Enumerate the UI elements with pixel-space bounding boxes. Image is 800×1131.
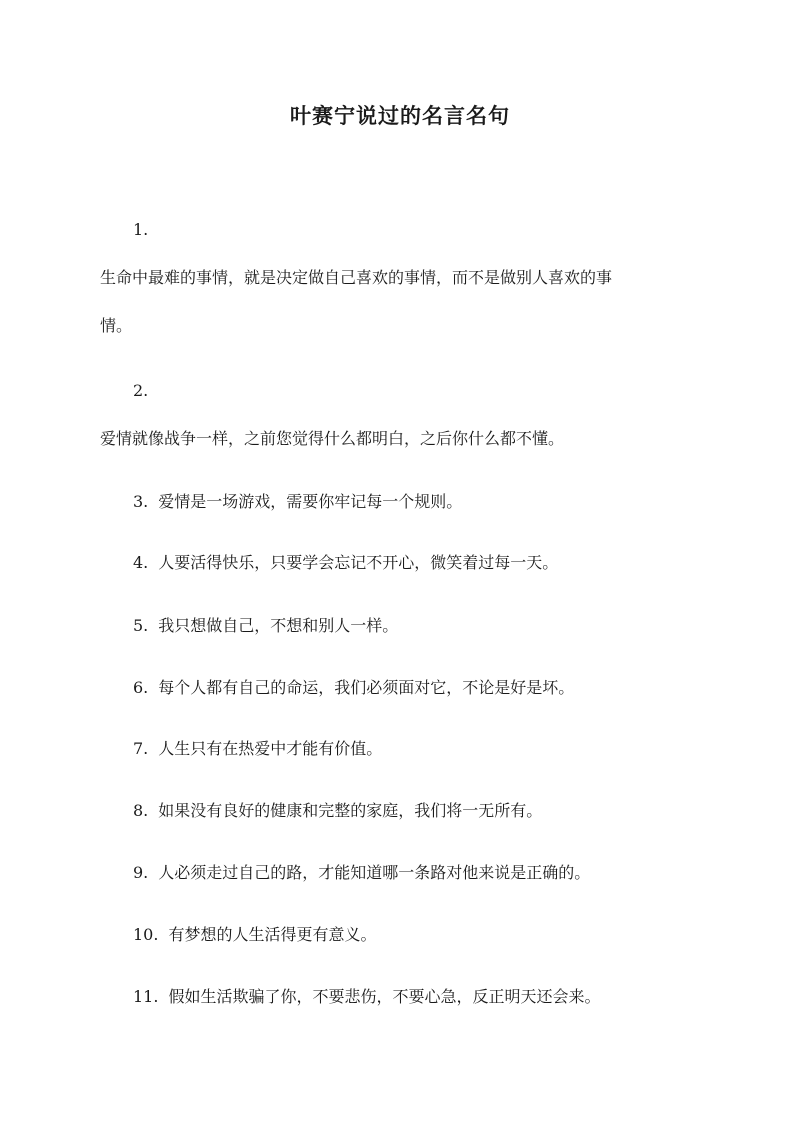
quote-number: 3.: [133, 492, 149, 511]
quote-item: [133, 738, 382, 760]
quote-item: [133, 924, 376, 946]
document-title: 叶赛宁说过的名言名句: [290, 103, 510, 128]
quote-item: [133, 615, 398, 637]
quote-text: 每个人都有自己的命运，我们必须面对它，不论是好是坏。: [158, 678, 575, 697]
quote-text: 人生只有在热爱中才能有价值。: [158, 739, 383, 758]
quote-number: 11.: [133, 987, 159, 1006]
quote-item: [133, 491, 462, 513]
quote-text: 如果没有良好的健康和完整的家庭，我们将一无所有。: [158, 801, 543, 820]
quote-text: 假如生活欺骗了你，不要悲伤，不要心急，反正明天还会来。: [168, 987, 601, 1006]
quote-item: [133, 862, 590, 884]
quote-number: 9.: [133, 863, 149, 882]
quote-item: [133, 800, 542, 822]
quote-number: 10.: [133, 925, 159, 944]
quote-1-line-1: 生命中最难的事情，就是决定做自己喜欢的事情，而不是做别人喜欢的事: [100, 268, 613, 287]
quote-number: 5.: [133, 616, 149, 635]
quote-item: [133, 552, 558, 574]
quote-2-line-1: 爱情就像战争一样，之前您觉得什么都明白，之后你什么都不懂。: [100, 429, 565, 448]
quote-number: 7.: [133, 739, 149, 758]
quote-2-number: 2.: [133, 381, 149, 400]
quote-1-line-2: 情。: [100, 316, 133, 335]
quote-1-number: 1.: [133, 220, 149, 239]
quote-text: 我只想做自己，不想和别人一样。: [158, 616, 399, 635]
quote-item: [133, 677, 574, 699]
quote-text: 有梦想的人生活得更有意义。: [168, 925, 377, 944]
quote-item: [133, 986, 600, 1008]
quote-number: 8.: [133, 801, 149, 820]
quote-number: 6.: [133, 678, 149, 697]
quote-text: 人必须走过自己的路，才能知道哪一条路对他来说是正确的。: [158, 863, 591, 882]
quote-text: 爱情是一场游戏，需要你牢记每一个规则。: [158, 492, 463, 511]
quote-number: 4.: [133, 553, 149, 572]
quote-text: 人要活得快乐，只要学会忘记不开心，微笑着过每一天。: [158, 553, 559, 572]
